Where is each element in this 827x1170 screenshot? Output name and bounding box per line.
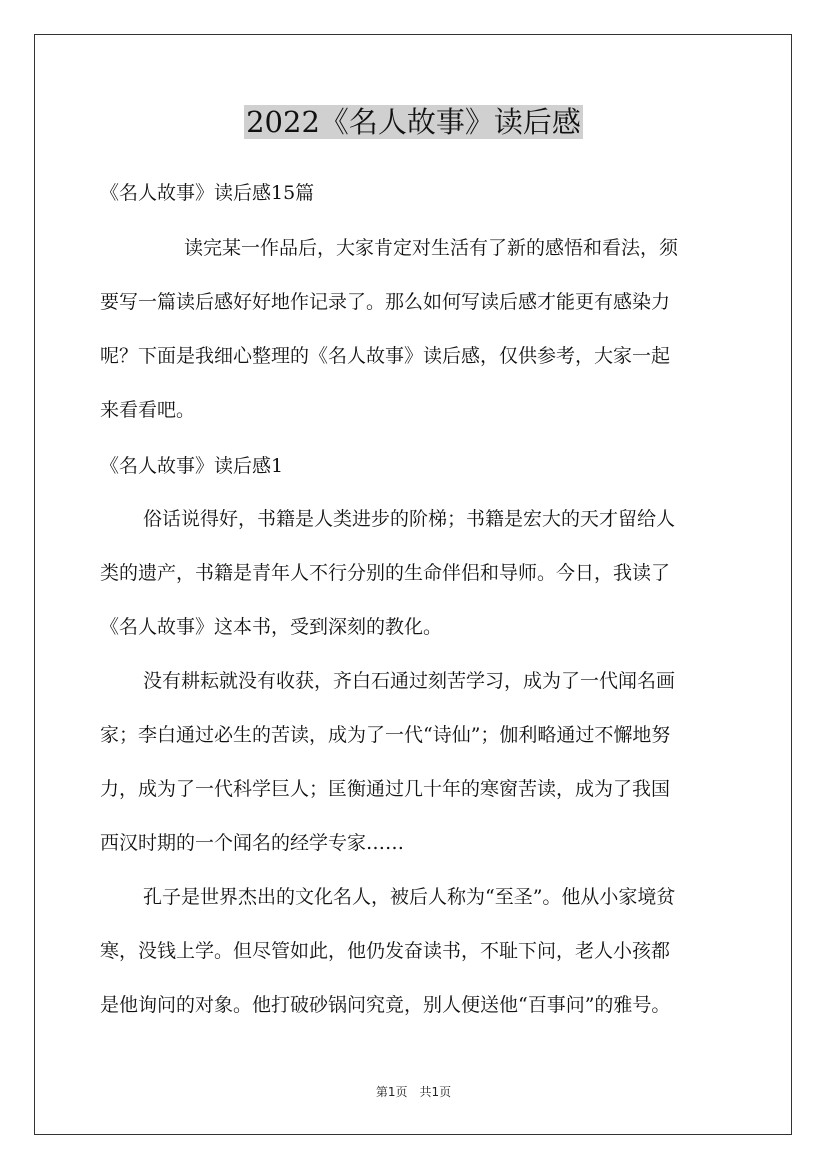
paragraph3-line-1: 孔子是世界杰出的文化名人，被后人称为“至圣”。他从小家境贫 [143, 886, 676, 908]
document-title [0, 100, 827, 144]
paragraph2-line-1: 没有耕耘就没有收获，齐白石通过刻苦学习，成为了一代闻名画 [143, 670, 676, 692]
paragraph3-line-3: 是他询问的对象。他打破砂锅问究竟，别人便送他“百事问”的雅号。 [100, 994, 671, 1016]
document-subtitle: 《名人故事》读后感15篇 [100, 182, 315, 204]
paragraph1-line-3: 《名人故事》这本书，受到深刻的教化。 [100, 616, 443, 638]
paragraph3-line-2: 寒，没钱上学。但尽管如此，他仍发奋读书，不耻下问，老人小孩都 [100, 940, 671, 962]
page-number-footer: 第1页 共1页 [375, 1085, 452, 1099]
document-title-text: 2022《名人故事》读后感 [246, 105, 581, 139]
paragraph2-line-2: 家；李白通过必生的苦读，成为了一代“诗仙”；伽利略通过不懈地努 [100, 724, 671, 746]
paragraph1-line-1: 俗话说得好，书籍是人类进步的阶梯；书籍是宏大的天才留给人 [143, 508, 676, 530]
paragraph1-line-2: 类的遗产，书籍是青年人不行分别的生命伴侣和导师。今日，我读了 [100, 562, 671, 584]
paragraph2-line-4: 西汉时期的一个闻名的经学专家…… [100, 832, 405, 854]
section-heading: 《名人故事》读后感1 [100, 455, 284, 477]
paragraph2-line-3: 力，成为了一代科学巨人；匡衡通过几十年的寒窗苦读，成为了我国 [100, 778, 671, 800]
intro-line-1: 读完某一作品后，大家肯定对生活有了新的感悟和看法，须 [184, 237, 679, 259]
intro-line-3: 呢？下面是我细心整理的《名人故事》读后感，仅供参考，大家一起 [100, 345, 671, 367]
intro-line-2: 要写一篇读后感好好地作记录了。那么如何写读后感才能更有感染力 [100, 291, 671, 313]
intro-line-4: 来看看吧。 [100, 399, 196, 421]
